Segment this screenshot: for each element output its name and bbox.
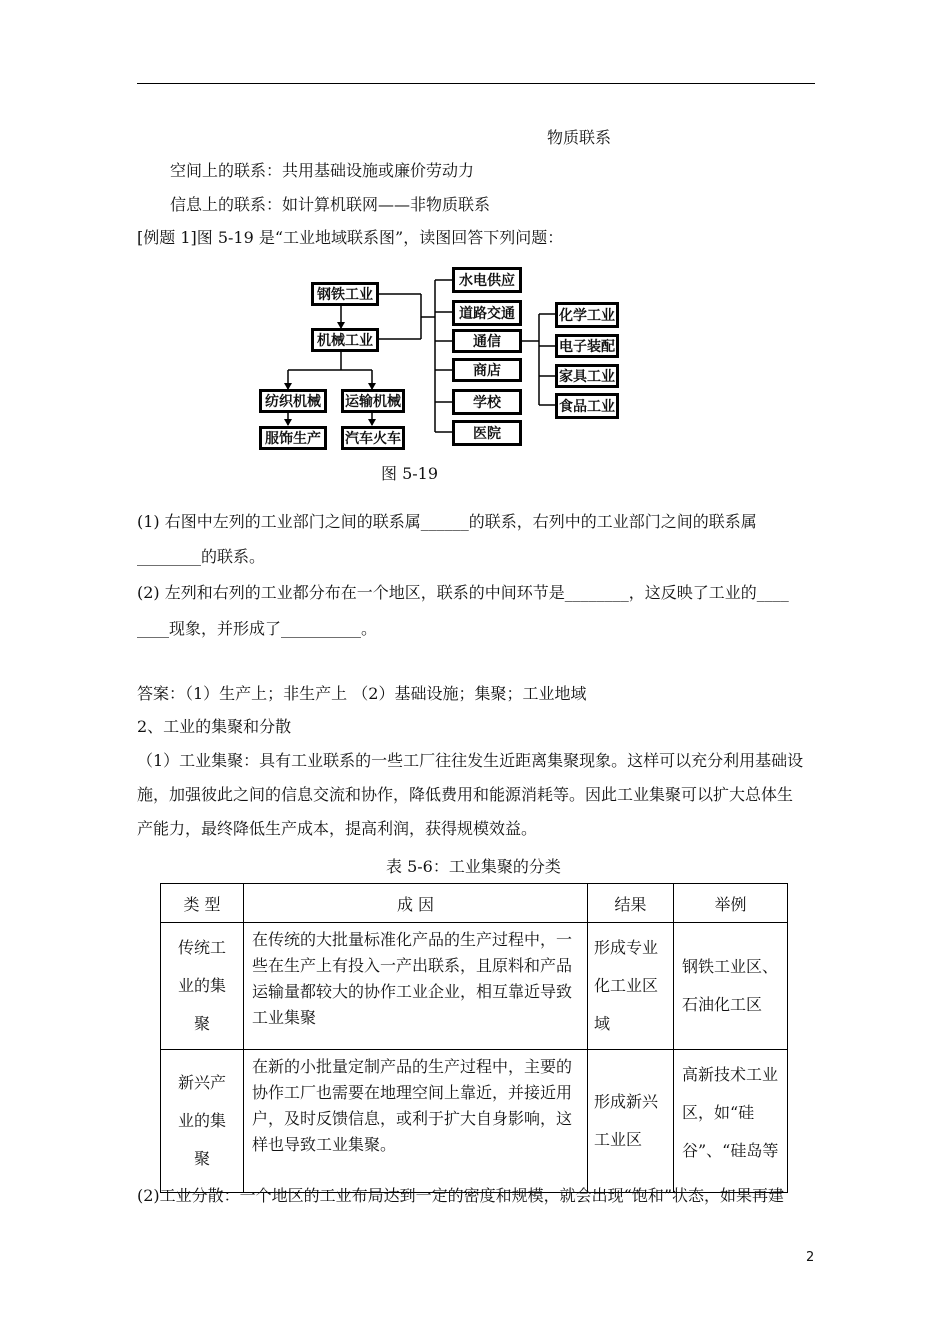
box-garment-production: 服饰生产 [259, 426, 327, 450]
cell-cause: 在新的小批量定制产品的生产过程中，主要的协作工厂也需要在地理空间上靠近，并接近用户，及时反馈信息，或利于扩大自身影响，这样也导致工业集聚。 [252, 1057, 573, 1154]
answer-line: 答案：（1）生产上；非生产上 （2）基础设施；集聚；工业地域 [137, 684, 587, 703]
question-2-line-1: (2) 左列和右列的工业都分布在一个地区，联系的中间环节是________，这反映了工业的____ [137, 583, 789, 602]
box-hospitals: 医院 [452, 420, 522, 446]
paragraph-1-line-1: （1）工业集聚：具有工业联系的一些工厂往往发生近距离集聚现象。这样可以充分利用基础设 [137, 751, 804, 770]
cell-result: 形成新兴工业区 [594, 1092, 659, 1149]
cell-cause: 在传统的大批量标准化产品的生产过程中，一些在生产上有投入一产出联系，且原料和产品运输量都较大的协作工业企业，相互靠近导致工业集聚 [252, 930, 573, 1027]
question-1-line-2: ________的联系。 [137, 547, 266, 566]
cell-type: 传统工业的集聚 [177, 938, 226, 1033]
table-header-row [161, 884, 788, 923]
box-water-power: 水电供应 [452, 267, 522, 293]
box-textile-machinery: 纺织机械 [259, 389, 327, 413]
question-1-line-1: (1) 右图中左列的工业部门之间的联系属______的联系，右列中的工业部门之间的联系属 [137, 512, 757, 531]
box-steel-industry: 钢铁工业 [311, 282, 379, 306]
line-spatial: 空间上的联系：共用基础设施或廉价劳动力 [170, 161, 475, 180]
paragraph-1-line-3: 产能力，最终降低生产成本，提高利润，获得规模效益。 [137, 819, 538, 838]
industrial-linkage-diagram [255, 262, 625, 458]
line-info: 信息上的联系：如计算机联网——非物质联系 [170, 195, 491, 214]
question-2-line-2: ____现象，并形成了__________。 [137, 619, 378, 638]
box-chemical-industry: 化学工业 [555, 302, 619, 328]
page-number: 2 [806, 1250, 815, 1265]
box-machinery-industry: 机械工业 [311, 328, 379, 352]
section-heading: 2、工业的集聚和分散 [137, 717, 292, 736]
box-shops: 商店 [452, 358, 522, 382]
cell-result: 形成专业化工业区域 [594, 938, 659, 1033]
diagram-caption: 图 5-19 [381, 464, 439, 483]
header-example: 举例 [674, 884, 788, 923]
table-row [161, 1050, 788, 1193]
box-cars-trains: 汽车火车 [341, 426, 405, 450]
header-rule [137, 83, 815, 84]
box-road-transport: 道路交通 [452, 300, 522, 326]
table-row [161, 923, 788, 1050]
box-furniture-industry: 家具工业 [555, 364, 619, 388]
box-schools: 学校 [452, 389, 522, 415]
header-cause: 成 因 [244, 884, 588, 923]
box-transport-machinery: 运输机械 [341, 389, 405, 413]
header-type: 类 型 [161, 884, 244, 923]
paragraph-1-line-2: 施，加强彼此之间的信息交流和协作，降低费用和能源消耗等。因此工业集聚可以扩大总体生 [137, 785, 794, 804]
header-result: 结果 [588, 884, 674, 923]
cell-example: 高新技术工业区，如“硅谷”、“硅岛等 [682, 1065, 779, 1160]
box-communications: 通信 [452, 329, 522, 353]
table-caption: 表 5-6：工业集聚的分类 [386, 857, 561, 876]
cell-type: 新兴产业的集聚 [177, 1073, 226, 1168]
cell-example: 钢铁工业区、石油化工区 [682, 957, 779, 1014]
box-electronics-assembly: 电子装配 [555, 334, 619, 358]
box-food-industry: 食品工业 [555, 393, 619, 419]
line-material: 物质联系 [547, 128, 612, 147]
example-intro: [例题 1]图 5-19 是“工业地域联系图”，读图回答下列问题： [137, 228, 564, 247]
industrial-agglomeration-table [160, 883, 788, 1193]
paragraph-2-line-1: (2)工业分散：一个地区的工业布局达到一定的密度和规模，就会出现“饱和”状态，如果再建 [137, 1186, 785, 1205]
